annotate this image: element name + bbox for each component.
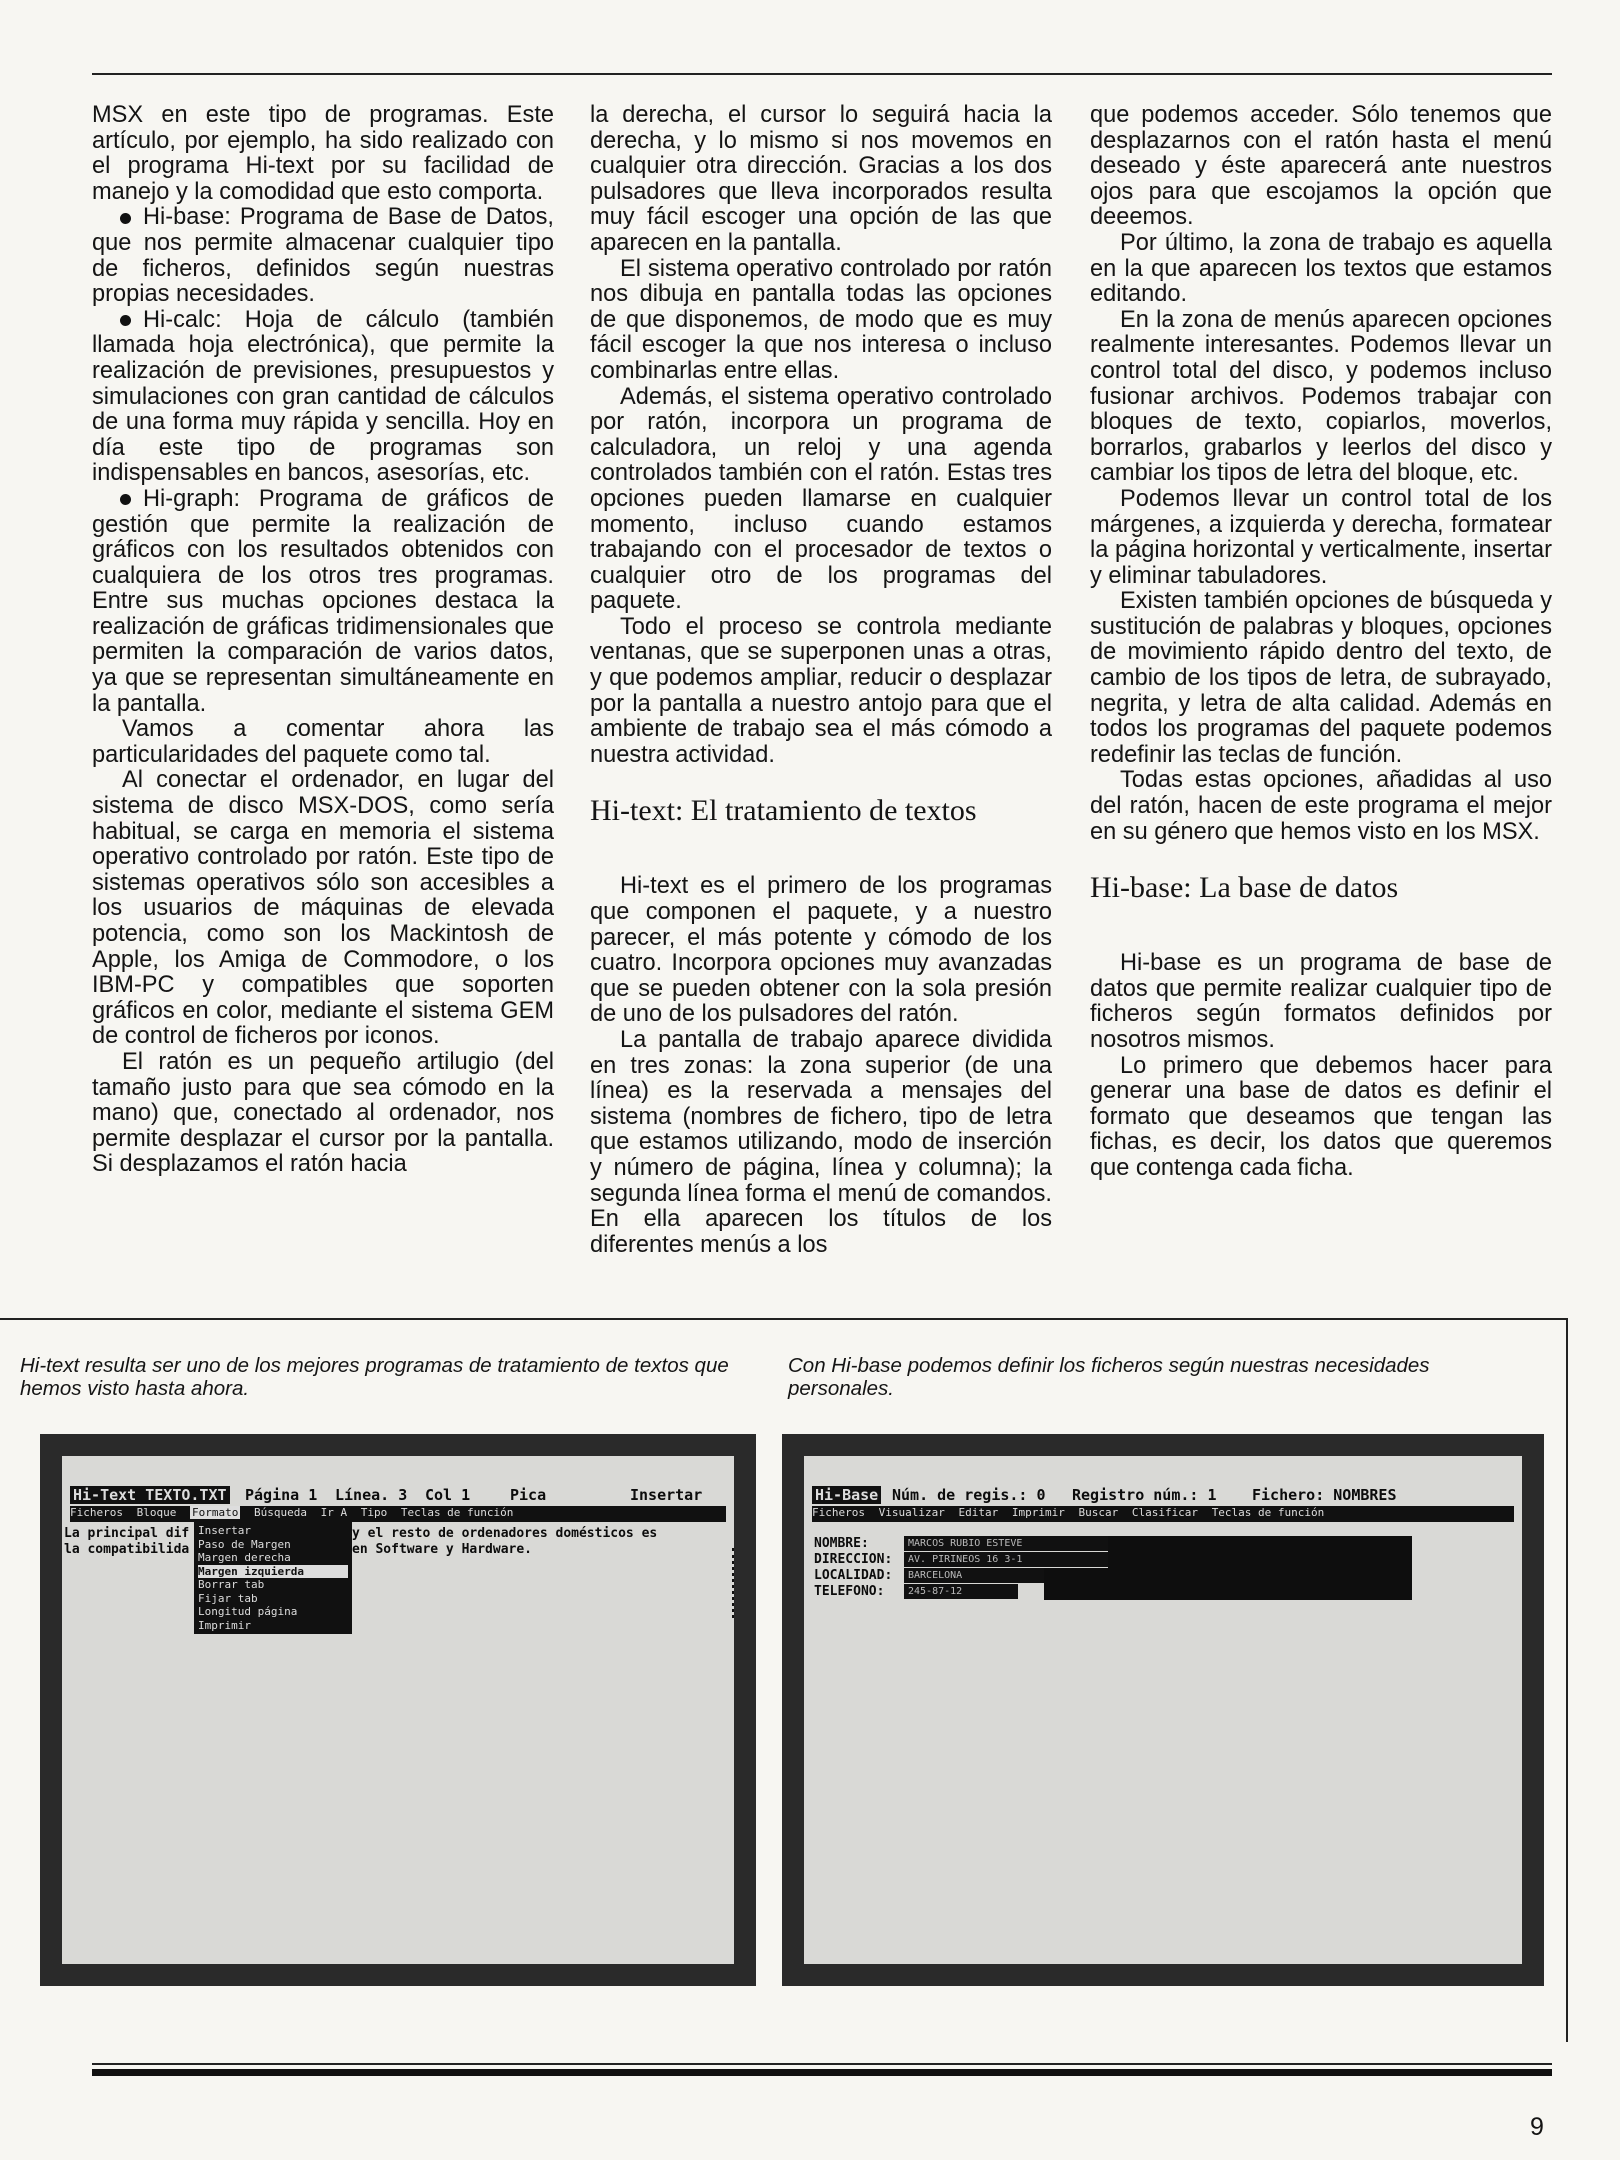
current-record: Registro núm.: 1 [1072,1486,1217,1504]
paragraph: Todo el proceso se controla mediante ventanas, que se superponen unas a otras, y que podemos ampliar, reducir o desplazar por la pantalla a nuestro antojo para que el ambiente de trabajo sea el más cómodo a nuestra actividad. [590,613,1052,768]
hitext-screenshot [40,1434,756,1986]
article-column-3 [1090,103,1552,1182]
file-name: Hi-Text TEXTO.TXT [70,1486,230,1504]
bullet-icon [120,494,131,505]
top-rule [92,73,1552,75]
menu-busqueda[interactable]: Búsqueda [253,1506,307,1519]
bottom-rule [92,2063,1552,2065]
paragraph: Podemos llevar un control total de los márgenes, a izquierda y derecha, formatear la página horizontal y verticalmente, insertar y eliminar tabuladores. [1090,485,1552,589]
menu-item-borrar-tab[interactable]: Borrar tab [198,1578,265,1591]
menu-item-imprimir[interactable]: Imprimir [198,1618,251,1632]
document-text: en Software y Hardware. [352,1542,533,1557]
document-text: La principal dif [64,1526,190,1541]
menu-tipo[interactable]: Tipo [360,1506,388,1519]
section-heading: Hi-base: La base de datos [1090,871,1399,905]
field-value-telefono[interactable]: 245-87-12 [904,1584,1018,1599]
paragraph: El sistema operativo controlado por ratón nos dibuja en pantalla todas las opciones de que disponemos, de modo que es muy fácil escoger la que nos interesa o incluso combinarlas entre ellas. [590,255,1052,384]
field-label-telefono: TELEFONO: [814,1584,885,1599]
field-value-localidad[interactable]: BARCELONA [904,1568,1048,1583]
scroll-marker [732,1548,734,1618]
status-bar [812,1484,1514,1506]
menu-buscar[interactable]: Buscar [1078,1506,1119,1519]
menu-bar [812,1506,1514,1522]
menu-item-margen-derecha[interactable]: Margen derecha [198,1551,291,1564]
bullet-icon [120,315,131,326]
menu-editar[interactable]: Editar [958,1506,999,1519]
menu-teclas-funcion[interactable]: Teclas de función [1211,1506,1325,1519]
bullet-icon [120,213,131,224]
hitext-screen [62,1456,734,1964]
hibase-screenshot [782,1434,1544,1986]
field-value-nombre[interactable]: MARCOS RUBIO ESTEVE [904,1536,1108,1551]
field-label-localidad: LOCALIDAD: [814,1568,893,1583]
paragraph: Hi-base es un programa de base de datos que permite realizar cualquier tipo de ficheros según formatos definidos por nosotros mismos. [1090,950,1552,1053]
hibase-screen [804,1456,1522,1964]
bullet-item: Hi-graph: Programa de gráficos de gestión que permite la realización de gráficos con los resultados obtenidos con cualquiera de los otros tres programas. Entre sus muchas opciones destaca la realización de gráficas tridimensionales que permiten la comparación de varios datos, ya que se representan simultáneamente en la pantalla. [92,485,554,717]
menu-item-paso-margen[interactable]: Paso de Margen [198,1537,291,1551]
page-number: 9 [1530,2113,1544,2141]
field-label-nombre: NOMBRE: [814,1536,869,1551]
paragraph: Por último, la zona de trabajo es aquella en la que aparecen los textos que estamos editando. [1090,229,1552,308]
menu-imprimir[interactable]: Imprimir [1011,1506,1065,1519]
menu-bloque[interactable]: Bloque [136,1506,177,1519]
menu-clasificar[interactable]: Clasificar [1131,1506,1199,1519]
insert-mode: Insertar [630,1486,703,1504]
line-indicator: Línea. 3 [335,1486,408,1504]
menu-visualizar[interactable]: Visualizar [878,1506,945,1519]
menu-ir-a[interactable]: Ir A [320,1506,348,1519]
figure-caption-left: Hi-text resulta ser uno de los mejores programas de tratamiento de textos que hemos visto hasta ahora. [20,1354,729,1400]
menu-item-margen-izquierda[interactable]: Margen izquierda [198,1565,348,1579]
record-count: Núm. de regis.: 0 [892,1486,1046,1504]
paragraph: Lo primero que debemos hacer para generar una base de datos es definir el formato que deseamos que tengan las fichas, es decir, los datos que queremos que contenga cada ficha. [1090,1052,1552,1181]
paragraph: Al conectar el ordenador, en lugar del sistema de disco MSX-DOS, como sería habitual, se carga en memoria el sistema operativo controlado por ratón. Este tipo de sistemas operativos sólo son accesibles a los usuarios de máquinas de elevada potencia, como son los Mackintosh de Apple, los Amiga de Commodore, o los IBM-PC y compatibles que soporten gráficos en color, mediante el sistema GEM de control de ficheros por iconos. [92,767,554,1050]
paragraph: En la zona de menús aparecen opciones realmente interesantes. Podemos llevar un control total del disco, y podemos incluso fusionar archivos. Podemos trabajar con bloques de texto, copiarlos, moverlos, borrarlos, grabarlos y leerlos del disco y cambiar los tipos de letra del bloque, etc. [1090,306,1552,487]
paragraph: Todas estas opciones, añadidas al uso del ratón, hacen de este programa el mejor en su género que hemos visto en los MSX. [1090,767,1552,845]
field-label-direccion: DIRECCION: [814,1552,893,1567]
file-name: Fichero: NOMBRES [1252,1486,1397,1504]
paragraph: MSX en este tipo de programas. Este artículo, por ejemplo, ha sido realizado con el programa Hi-text por su facilidad de manejo y la comodidad que esto comporta. [92,102,554,205]
font-indicator: Pica [510,1486,547,1504]
menu-item-fijar-tab[interactable]: Fijar tab [198,1591,258,1605]
paragraph: Vamos a comentar ahora las particularidades del paquete como tal. [92,716,554,768]
page-indicator: Página 1 [245,1486,318,1504]
figure-caption-right: Con Hi-base podemos definir los ficheros según nuestras necesidades personales. [788,1354,1430,1400]
paragraph: El ratón es un pequeño artilugio (del tamaño justo para que sea cómodo en la mano) que, conectado al ordenador, nos permite desplazar el cursor por la pantalla. Si desplazamos el ratón hacia [92,1048,554,1178]
menu-item-longitud-pagina[interactable]: Longitud página [198,1605,298,1618]
paragraph: Hi-text es el primero de los programas que componen el paquete, y a nuestro parecer, el más potente y cómodo de los cuatro. Incorpora opciones muy avanzadas que se pueden obtener con la sola presión de uno de los pulsadores del ratón. [590,873,1052,1028]
section-heading: Hi-text: El tratamiento de textos [590,794,977,828]
bottom-rule-thick [92,2069,1552,2076]
redacted-block [1044,1568,1108,1600]
menu-ficheros[interactable]: Ficheros [70,1506,123,1519]
status-bar [70,1484,726,1506]
article-column-2 [590,103,1052,1258]
field-value-direccion[interactable]: AV. PIRINEOS 16 3-1 [904,1552,1108,1567]
column-indicator: Col 1 [425,1486,471,1504]
document-text: la compatibilida [64,1542,190,1557]
menu-formato[interactable]: Formato [191,1506,239,1519]
paragraph: Además, el sistema operativo controlado por ratón, incorpora un programa de calculadora, un reloj y una agenda controlados también con el ratón. Estas tres opciones pueden llamarse en cualquier momento, incluso cuando estamos trabajando con el procesador de textos o cualquier otro de los programas del paquete. [590,383,1052,615]
formato-dropdown [194,1522,352,1634]
bullet-item: Hi-base: Programa de Base de Datos, que nos permite almacenar cualquier tipo de ficheros, definidos según nuestras propias necesidades. [92,204,554,308]
menu-teclas-funcion[interactable]: Teclas de función [400,1506,514,1519]
menu-bar [70,1506,726,1522]
paragraph: que podemos acceder. Sólo tenemos que desplazarnos con el ratón hasta el menú deseado y éste aparecerá ante nuestros ojos para que escojamos la opción que deeemos. [1090,102,1552,231]
paragraph: Existen también opciones de búsqueda y sustitución de palabras y bloques, opciones de movimiento rápido dentro del texto, de cambio de los tipos de letra, de subrayado, negrita, y letra de alta calidad. Además en todos los programas del paquete podemos redefinir las teclas de función. [1090,588,1552,768]
bullet-item: Hi-calc: Hoja de cálculo (también llamada hoja electrónica), que permite la realización de previsiones, presupuestos y simulaciones con gran cantidad de cálculos de una forma muy rápida y sencilla. Hoy en día este tipo de programas son indispensables en bancos, asesorías, etc. [92,306,554,487]
menu-ficheros[interactable]: Ficheros [812,1506,865,1519]
paragraph: La pantalla de trabajo aparece dividida en tres zonas: la zona superior (de una línea) es la reservada a mensajes del sistema (nombres de fichero, tipo de letra que estamos utilizando, modo de inserción y número de página, línea y columna); la segunda línea forma el menú de comandos. En ella aparecen los títulos de los diferentes menús a los [590,1027,1052,1258]
app-name: Hi-Base [812,1486,881,1504]
redacted-block [1108,1536,1412,1600]
menu-item-insertar[interactable]: Insertar [198,1524,251,1537]
paragraph: la derecha, el cursor lo seguirá hacia la derecha, y lo mismo si nos movemos en cualquier otra dirección. Gracias a los dos pulsadores que lleva incorporados resulta muy fácil escoger una opción de las que aparecen en la pantalla. [590,102,1052,256]
document-text: y el resto de ordenadores domésticos es [352,1526,658,1541]
article-column-1 [92,103,554,1178]
